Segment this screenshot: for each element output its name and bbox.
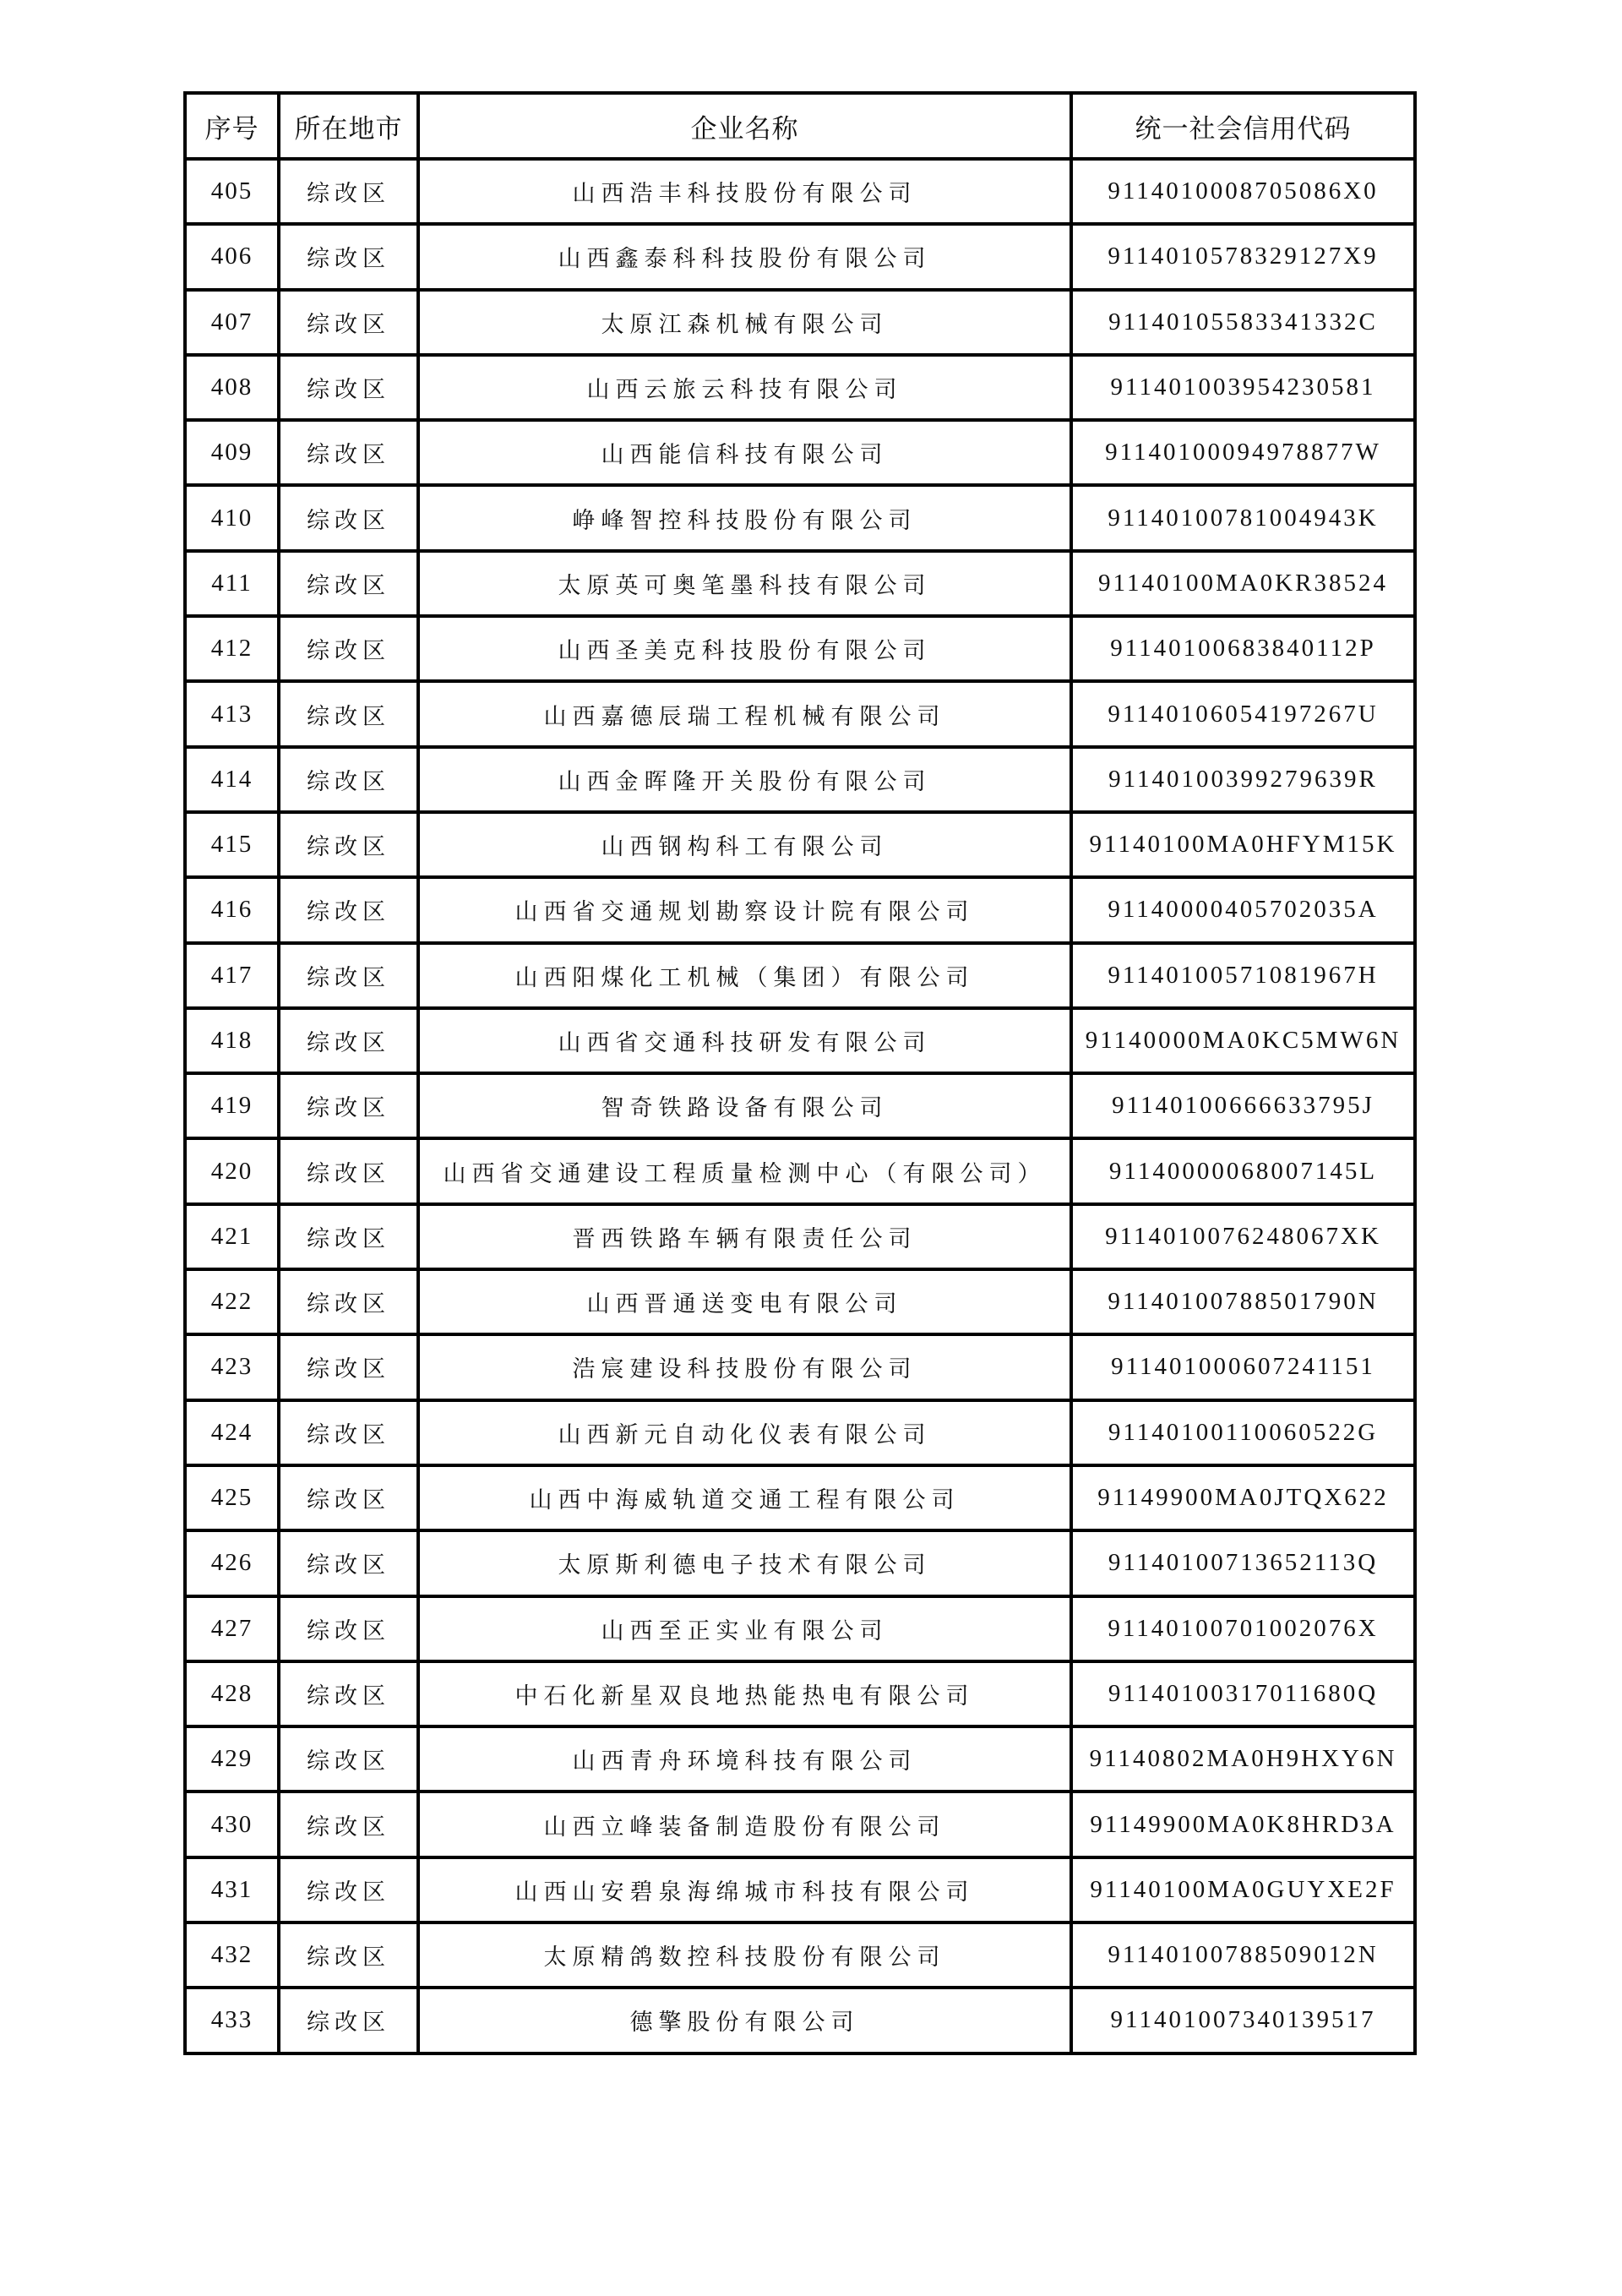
- company-name-cell: 晋西铁路车辆有限责任公司: [418, 1204, 1071, 1269]
- company-name-cell: 山西能信科技有限公司: [418, 420, 1071, 485]
- city-cell: 综改区: [279, 681, 418, 746]
- credit-code-cell: 91140100317011680Q: [1071, 1661, 1415, 1726]
- credit-code-cell: 91140106054197267U: [1071, 681, 1415, 746]
- seq-cell: 406: [185, 224, 279, 289]
- seq-cell: 431: [185, 1857, 279, 1922]
- company-name-cell: 浩宸建设科技股份有限公司: [418, 1334, 1071, 1399]
- company-name-cell: 山西山安碧泉海绵城市科技有限公司: [418, 1857, 1071, 1922]
- credit-code-cell: 91140105583341332C: [1071, 290, 1415, 355]
- table-row: [185, 1596, 1415, 1661]
- company-name-cell: 山西圣美克科技股份有限公司: [418, 616, 1071, 681]
- credit-code-cell: 91140100571081967H: [1071, 943, 1415, 1008]
- credit-code-cell: 911401000607241151: [1071, 1334, 1415, 1399]
- city-cell: 综改区: [279, 1138, 418, 1203]
- city-cell: 综改区: [279, 1400, 418, 1465]
- company-name-cell: 山西金晖隆开关股份有限公司: [418, 747, 1071, 812]
- header-company-name: 企业名称: [418, 93, 1071, 159]
- table-row: [185, 943, 1415, 1008]
- table-row: [185, 1204, 1415, 1269]
- table-row: [185, 1138, 1415, 1203]
- header-credit-code: 统一社会信用代码: [1071, 93, 1415, 159]
- seq-cell: 432: [185, 1922, 279, 1988]
- company-name-cell: 山西至正实业有限公司: [418, 1596, 1071, 1661]
- company-name-cell: 山西云旅云科技有限公司: [418, 355, 1071, 420]
- city-cell: 综改区: [279, 1334, 418, 1399]
- company-name-cell: 山西浩丰科技股份有限公司: [418, 159, 1071, 224]
- city-cell: 综改区: [279, 1922, 418, 1988]
- city-cell: 综改区: [279, 812, 418, 877]
- credit-code-cell: 91140000405702035A: [1071, 877, 1415, 942]
- credit-code-cell: 91140100781004943K: [1071, 485, 1415, 550]
- city-cell: 综改区: [279, 1530, 418, 1595]
- table-row: [185, 1008, 1415, 1073]
- company-name-cell: 太原精鸽数控科技股份有限公司: [418, 1922, 1071, 1988]
- table-row: [185, 224, 1415, 289]
- seq-cell: 417: [185, 943, 279, 1008]
- seq-cell: 405: [185, 159, 279, 224]
- seq-cell: 426: [185, 1530, 279, 1595]
- seq-cell: 420: [185, 1138, 279, 1203]
- table-row: [185, 877, 1415, 942]
- table-row: [185, 1269, 1415, 1334]
- city-cell: 综改区: [279, 1726, 418, 1792]
- city-cell: 综改区: [279, 224, 418, 289]
- seq-cell: 423: [185, 1334, 279, 1399]
- credit-code-cell: 91140100788501790N: [1071, 1269, 1415, 1334]
- seq-cell: 413: [185, 681, 279, 746]
- company-name-cell: 山西省交通建设工程质量检测中心（有限公司）: [418, 1138, 1071, 1203]
- city-cell: 综改区: [279, 747, 418, 812]
- table-row: [185, 747, 1415, 812]
- credit-code-cell: 91140100701002076X: [1071, 1596, 1415, 1661]
- seq-cell: 430: [185, 1792, 279, 1857]
- city-cell: 综改区: [279, 1988, 418, 2053]
- company-name-cell: 山西晋通送变电有限公司: [418, 1269, 1071, 1334]
- city-cell: 综改区: [279, 485, 418, 550]
- credit-code-cell: 91140802MA0H9HXY6N: [1071, 1726, 1415, 1792]
- city-cell: 综改区: [279, 1465, 418, 1530]
- table-row: [185, 1465, 1415, 1530]
- company-name-cell: 峥峰智控科技股份有限公司: [418, 485, 1071, 550]
- credit-code-cell: 91140100788509012N: [1071, 1922, 1415, 1988]
- credit-code-cell: 91140100MA0GUYXE2F: [1071, 1857, 1415, 1922]
- city-cell: 综改区: [279, 290, 418, 355]
- company-name-cell: 山西立峰装备制造股份有限公司: [418, 1792, 1071, 1857]
- credit-code-cell: 911401007340139517: [1071, 1988, 1415, 2053]
- seq-cell: 427: [185, 1596, 279, 1661]
- city-cell: 综改区: [279, 1661, 418, 1726]
- header-city: 所在地市: [279, 93, 418, 159]
- table-row: [185, 420, 1415, 485]
- company-name-cell: 太原英可奥笔墨科技有限公司: [418, 551, 1071, 616]
- city-cell: 综改区: [279, 1204, 418, 1269]
- company-name-cell: 山西嘉德辰瑞工程机械有限公司: [418, 681, 1071, 746]
- company-name-cell: 山西钢构科工有限公司: [418, 812, 1071, 877]
- header-row: [185, 93, 1415, 159]
- company-name-cell: 山西省交通科技研发有限公司: [418, 1008, 1071, 1073]
- credit-code-cell: 91140100683840112P: [1071, 616, 1415, 681]
- table-body: [185, 159, 1415, 2053]
- seq-cell: 428: [185, 1661, 279, 1726]
- table-row: [185, 1334, 1415, 1399]
- table-row: [185, 1922, 1415, 1988]
- table-row: [185, 355, 1415, 420]
- table-row: [185, 551, 1415, 616]
- seq-cell: 407: [185, 290, 279, 355]
- credit-code-cell: 91140100MA0KR38524: [1071, 551, 1415, 616]
- city-cell: 综改区: [279, 551, 418, 616]
- seq-cell: 408: [185, 355, 279, 420]
- table-row: [185, 290, 1415, 355]
- company-name-cell: 山西中海威轨道交通工程有限公司: [418, 1465, 1071, 1530]
- seq-cell: 418: [185, 1008, 279, 1073]
- credit-code-cell: 91140100110060522G: [1071, 1400, 1415, 1465]
- table-row: [185, 812, 1415, 877]
- credit-code-cell: 91140100713652113Q: [1071, 1530, 1415, 1595]
- city-cell: 综改区: [279, 420, 418, 485]
- credit-code-cell: 9114010008705086X0: [1071, 159, 1415, 224]
- credit-code-cell: 91140000068007145L: [1071, 1138, 1415, 1203]
- city-cell: 综改区: [279, 159, 418, 224]
- seq-cell: 415: [185, 812, 279, 877]
- table-row: [185, 1857, 1415, 1922]
- company-name-cell: 山西青舟环境科技有限公司: [418, 1726, 1071, 1792]
- seq-cell: 424: [185, 1400, 279, 1465]
- table-row: [185, 1726, 1415, 1792]
- credit-code-cell: 91149900MA0JTQX622: [1071, 1465, 1415, 1530]
- city-cell: 综改区: [279, 1073, 418, 1138]
- seq-cell: 422: [185, 1269, 279, 1334]
- table-row: [185, 616, 1415, 681]
- table-row: [185, 1661, 1415, 1726]
- credit-code-cell: 91149900MA0K8HRD3A: [1071, 1792, 1415, 1857]
- seq-cell: 429: [185, 1726, 279, 1792]
- seq-cell: 410: [185, 485, 279, 550]
- seq-cell: 416: [185, 877, 279, 942]
- table-row: [185, 1988, 1415, 2053]
- header-seq: 序号: [185, 93, 279, 159]
- table-row: [185, 1073, 1415, 1138]
- city-cell: 综改区: [279, 877, 418, 942]
- table-row: [185, 681, 1415, 746]
- city-cell: 综改区: [279, 1008, 418, 1073]
- table-header: [185, 93, 1415, 159]
- city-cell: 综改区: [279, 1269, 418, 1334]
- city-cell: 综改区: [279, 616, 418, 681]
- seq-cell: 433: [185, 1988, 279, 2053]
- credit-code-cell: 91140000MA0KC5MW6N: [1071, 1008, 1415, 1073]
- city-cell: 综改区: [279, 943, 418, 1008]
- company-name-cell: 山西新元自动化仪表有限公司: [418, 1400, 1071, 1465]
- table-row: [185, 1400, 1415, 1465]
- table-row: [185, 159, 1415, 224]
- company-name-cell: 山西省交通规划勘察设计院有限公司: [418, 877, 1071, 942]
- seq-cell: 412: [185, 616, 279, 681]
- credit-code-cell: 911401003954230581: [1071, 355, 1415, 420]
- table-row: [185, 1792, 1415, 1857]
- credit-code-cell: 91140100666633795J: [1071, 1073, 1415, 1138]
- company-name-cell: 山西阳煤化工机械（集团）有限公司: [418, 943, 1071, 1008]
- company-name-cell: 太原斯利德电子技术有限公司: [418, 1530, 1071, 1595]
- city-cell: 综改区: [279, 1596, 418, 1661]
- company-name-cell: 太原江森机械有限公司: [418, 290, 1071, 355]
- seq-cell: 411: [185, 551, 279, 616]
- credit-code-cell: 91140100399279639R: [1071, 747, 1415, 812]
- company-name-cell: 德擎股份有限公司: [418, 1988, 1071, 2053]
- seq-cell: 409: [185, 420, 279, 485]
- table-row: [185, 1530, 1415, 1595]
- enterprise-list-table: [183, 91, 1417, 2055]
- company-name-cell: 山西鑫泰科科技股份有限公司: [418, 224, 1071, 289]
- credit-code-cell: 91140100094978877W: [1071, 420, 1415, 485]
- credit-code-cell: 9114010076248067XK: [1071, 1204, 1415, 1269]
- table-row: [185, 485, 1415, 550]
- city-cell: 综改区: [279, 355, 418, 420]
- city-cell: 综改区: [279, 1792, 418, 1857]
- credit-code-cell: 91140100MA0HFYM15K: [1071, 812, 1415, 877]
- seq-cell: 414: [185, 747, 279, 812]
- seq-cell: 421: [185, 1204, 279, 1269]
- seq-cell: 419: [185, 1073, 279, 1138]
- credit-code-cell: 9114010578329127X9: [1071, 224, 1415, 289]
- company-name-cell: 智奇铁路设备有限公司: [418, 1073, 1071, 1138]
- seq-cell: 425: [185, 1465, 279, 1530]
- city-cell: 综改区: [279, 1857, 418, 1922]
- company-name-cell: 中石化新星双良地热能热电有限公司: [418, 1661, 1071, 1726]
